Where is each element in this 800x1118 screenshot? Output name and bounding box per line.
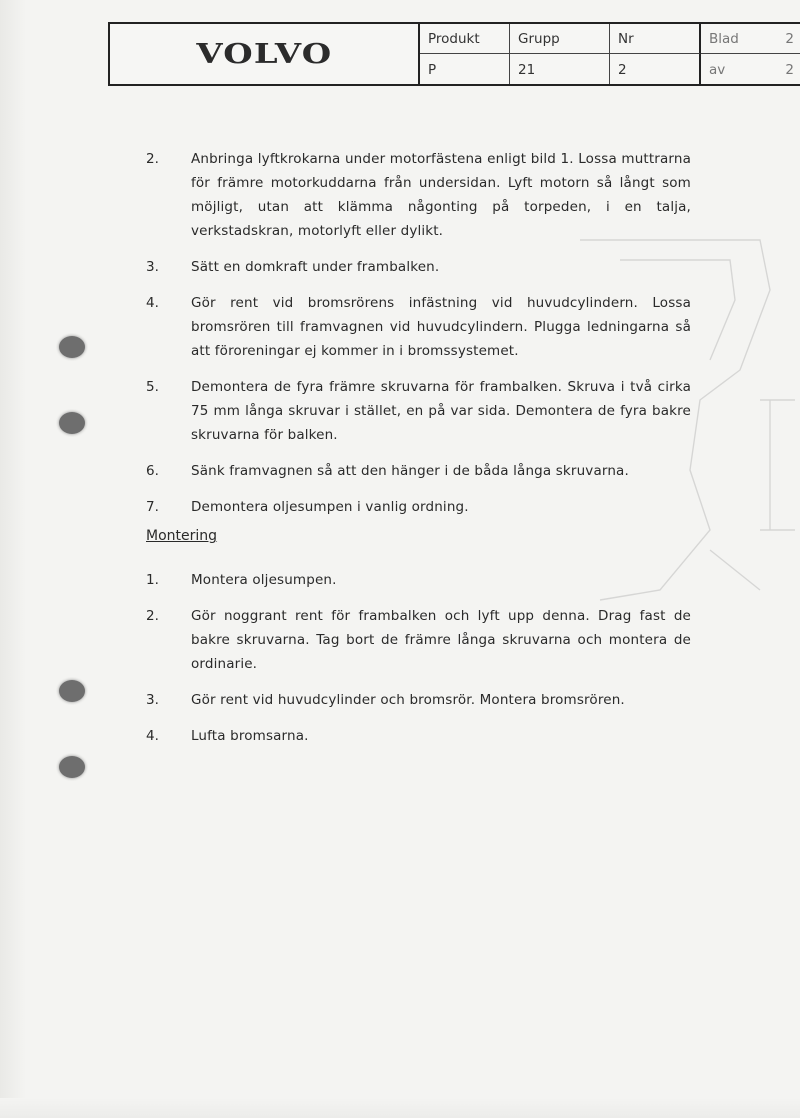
step-number: 4. — [146, 728, 159, 744]
logo-cell — [110, 24, 420, 84]
step-text: Demontera oljesumpen i vanlig ordning. — [191, 499, 469, 515]
step-number: 4. — [146, 295, 159, 311]
step-item — [146, 604, 706, 676]
step-number: 2. — [146, 608, 159, 624]
punch-hole — [59, 680, 85, 702]
step-text: Sätt en domkraft under frambalken. — [191, 259, 440, 275]
step-item — [146, 147, 706, 243]
step-text: Gör rent vid bromsrörens infästning vid huvudcylindern. Lossa bromsrören till framvagnen vid huvudcylindern. Plugga ledningarna så att föroreningar ej kommer in i bromssystemet. — [191, 295, 691, 359]
av-label: av — [709, 62, 726, 78]
grupp-label: Grupp — [510, 24, 610, 54]
volvo-logo: VOLVO — [196, 38, 332, 70]
scan-bottom-edge — [0, 1098, 800, 1118]
step-item — [146, 291, 706, 363]
produkt-label: Produkt — [420, 24, 510, 54]
blad-cell — [701, 24, 800, 54]
step-number: 3. — [146, 259, 159, 275]
step-number: 1. — [146, 572, 159, 588]
av-cell — [701, 54, 800, 84]
av-value: 2 — [785, 62, 794, 78]
nr-value: 2 — [610, 54, 701, 84]
step-text: Anbringa lyftkrokarna under motorfästena enligt bild 1. Lossa muttrarna för främre motorkuddarna från undersidan. Lyft motorn så långt som möjligt, utan att klämma någonting på torpeden, i en talja, verkstadskran, motorlyft eller dylikt. — [191, 151, 691, 239]
step-text: Sänk framvagnen så att den hänger i de båda långa skruvarna. — [191, 463, 629, 479]
scan-edge — [0, 0, 26, 1118]
blad-value: 2 — [785, 31, 794, 47]
produkt-value: P — [420, 54, 510, 84]
step-item — [146, 375, 706, 447]
blad-label: Blad — [709, 31, 739, 47]
nr-label: Nr — [610, 24, 701, 54]
document-header — [108, 22, 800, 86]
step-text: Lufta bromsarna. — [191, 728, 309, 744]
step-item — [146, 495, 706, 519]
assembly-steps — [146, 568, 706, 760]
removal-steps — [146, 147, 706, 531]
punch-hole — [59, 756, 85, 778]
step-item — [146, 688, 706, 712]
step-number: 3. — [146, 692, 159, 708]
section-heading-montering: Montering — [146, 528, 218, 544]
punch-hole — [59, 412, 85, 434]
step-text: Gör noggrant rent för frambalken och lyft upp denna. Drag fast de bakre skruvarna. Tag bort de främre långa skruvarna och montera de ordinarie. — [191, 608, 691, 672]
step-item — [146, 568, 706, 592]
step-text: Montera oljesumpen. — [191, 572, 337, 588]
step-item — [146, 255, 706, 279]
grupp-value: 21 — [510, 54, 610, 84]
step-item — [146, 724, 706, 748]
step-number: 7. — [146, 499, 159, 515]
step-text: Demontera de fyra främre skruvarna för frambalken. Skruva i två cirka 75 mm långa skruvar i stället, en på var sida. Demontera de fyra bakre skruvarna för balken. — [191, 379, 691, 443]
step-item — [146, 459, 706, 483]
punch-hole — [59, 336, 85, 358]
step-number: 2. — [146, 151, 159, 167]
step-number: 6. — [146, 463, 159, 479]
step-text: Gör rent vid huvudcylinder och bromsrör. Montera bromsrören. — [191, 692, 625, 708]
step-number: 5. — [146, 379, 159, 395]
